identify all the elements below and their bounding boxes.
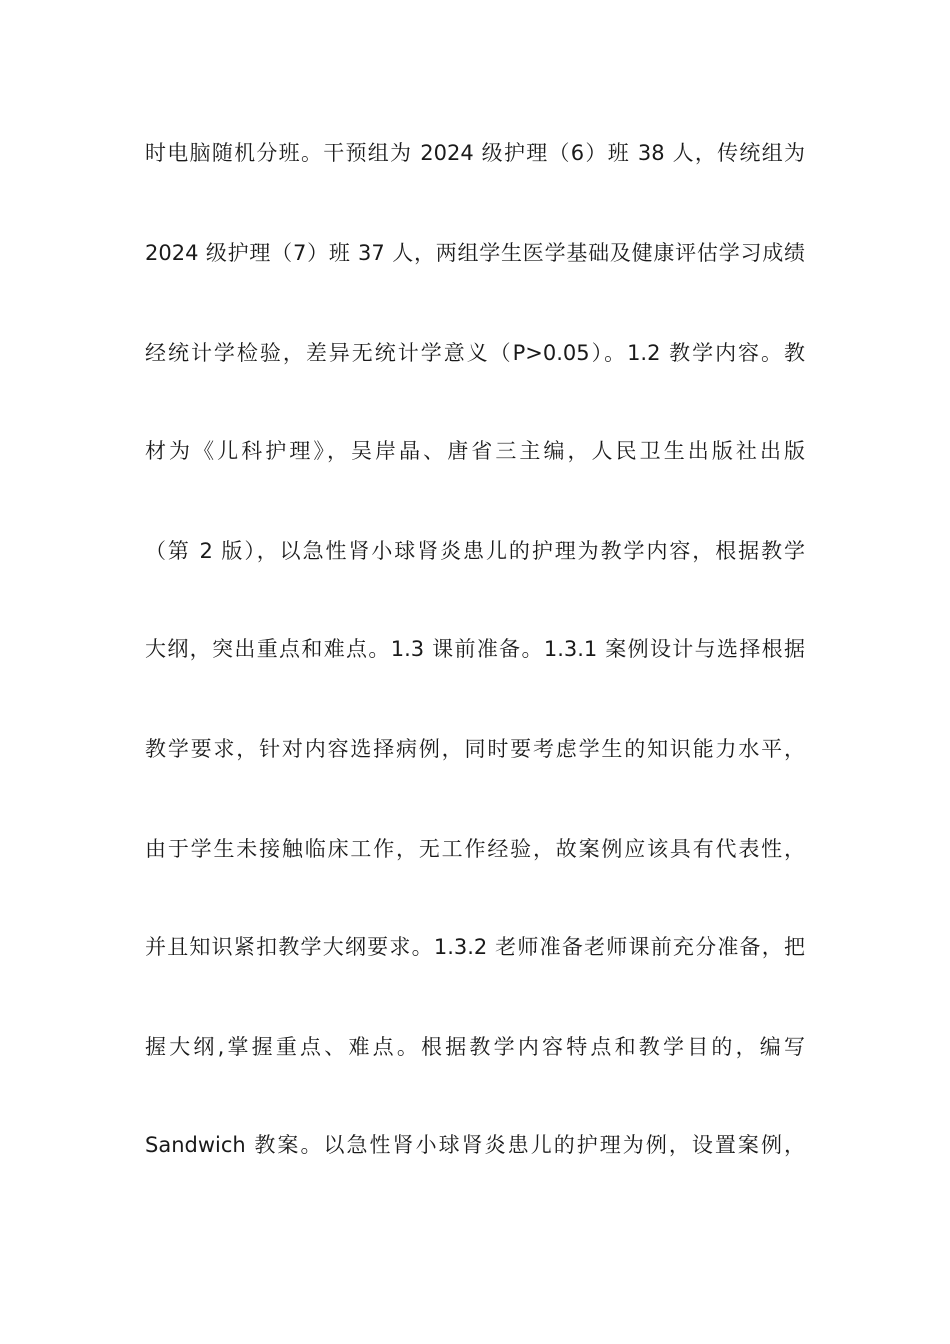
paragraph-line-3: 经统计学检验，差异无统计学意义（P>0.05）。1.2 教学内容。教 [145, 341, 805, 365]
paragraph-line-7: 教学要求，针对内容选择病例，同时要考虑学生的知识能力水平， [145, 737, 805, 761]
paragraph-line-6: 大纲，突出重点和难点。1.3 课前准备。1.3.1 案例设计与选择根据 [145, 637, 805, 661]
paragraph-line-4: 材为《儿科护理》，吴岸晶、唐省三主编，人民卫生出版社出版 [145, 439, 805, 463]
paragraph-line-9: 并且知识紧扣教学大纲要求。1.3.2 老师准备老师课前充分准备，把 [145, 935, 805, 959]
paragraph-line-1: 时电脑随机分班。干预组为 2024 级护理（6）班 38 人，传统组为 [145, 141, 805, 165]
paragraph-line-10: 握大纲,掌握重点、难点。根据教学内容特点和教学目的，编写 [145, 1035, 805, 1059]
paragraph-line-11: Sandwich 教案。以急性肾小球肾炎患儿的护理为例，设置案例， [145, 1133, 805, 1157]
paragraph-line-2: 2024 级护理（7）班 37 人，两组学生医学基础及健康评估学习成绩 [145, 241, 805, 265]
paragraph-line-5: （第 2 版），以急性肾小球肾炎患儿的护理为教学内容，根据教学 [145, 539, 805, 563]
paragraph-line-8: 由于学生未接触临床工作，无工作经验，故案例应该具有代表性， [145, 837, 805, 861]
